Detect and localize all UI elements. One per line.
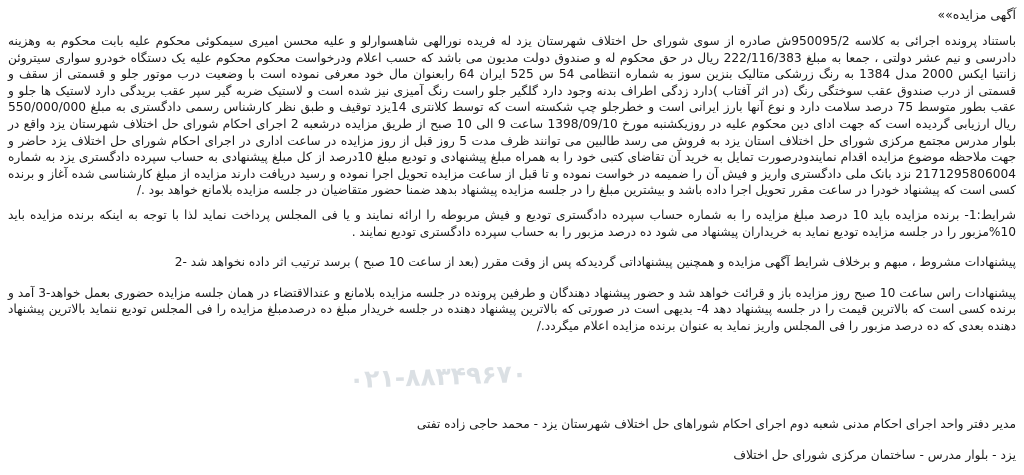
- conditions-paragraph-2: پیشنهادات مشروط ، مبهم و برخلاف شرایط آگهی مزایده و همچنین پیشنهاداتی گردیدکه پس از وقت مقرر (بعد از ساعت 10 صبح ) برسد ترتیب اثر داده نخواهد شد -2: [174, 255, 1016, 270]
- conditions-paragraph-3: پیشنهادات راس ساعت 10 صبح روز مزایده باز و قرائت خواهد شد و حضور پیشنهاد دهندگان و طرفین پرونده در جلسه مزایده بلامانع و عندالاقتضاء در همان جلسه مزایده حضوری بعمل خواهد-3 آمد و برنده کسی است که بالاترین قیمت را در جلسه پیشنهاد دهد 4- بدیهی است در صورتی که بالاترین پیشنهاد دهنده در جلسه خریدار مبلغ ده درصدمبلغ مزایده را فی المجلس تودیع ننماید بالاترین پیشنهاد دهنده بعدی که ده درصد مزبور را فی المجلس واریز نماید به عنوان برنده مزایده اعلام میگردد./: [8, 285, 1016, 333]
- address-line: یزد - بلوار مدرس - ساختمان مرکزی شورای حل اختلاف: [733, 447, 1016, 462]
- notice-title: آگهی مزایده»»: [937, 7, 1016, 22]
- signature-line: مدیر دفتر واحد اجرای احکام مدنی شعبه دوم اجرای احکام شوراهای حل اختلاف شهرستان یزد - محمد حاجی زاده تفتی: [416, 417, 1016, 431]
- phone-watermark: ۰۲۱-۸۸۳۴۹۶۷۰: [348, 358, 528, 395]
- notice-main-paragraph: باستناد پرونده اجرائی به کلاسه 950095/2ش صادره از سوی شورای حل اختلاف شهرستان یزد له فریده نورالهی شاهسوارلو و علیه محسن امیری سیمکوئی محکوم علیه بابت محکوم به وهزینه دادرسی و نیم عشر دولتی ، جمعا به مبلغ 222/116/383 ریال در حق محکوم له و صندوق دولت مدیون می باشد که حسب اعلام ودرخواست محکوم محکوم علیه یک دستگاه خودرو سواری سیتروئن زانتیا ایکس 2000 مدل 1384 به رنگ زرشکی متالیک بنزین سوز به شماره انتظامی 54 س 525 ایران 64 رابعنوان مال خود معرفی نموده است با وضعیت درب موتور جلو و قسمتی از سقف و قسمتی از درب صندوق عقب سوختگی رنگ (در اثر آفتاب )دارد زدگی اطراف بدنه وجود دارد گلگیر جلو راست رنگ آمیزی نیز شده است و لاستیک ضربه گیر سپر عقب بریدگی دارد لاستیک ها جلو و عقب بطور متوسط 75 درصد سلامت دارد و نوع آنها بارز ایرانی است و خطرجلو چپ شکسته است که توسط کلانتری 14یزد توقیف و طبق نظر کارشناس رسمی دادگستری به مبلغ 550/000/000 ریال ارزیابی گردیده است که جهت ادای دین محکوم علیه در روزیکشنبه مورخ 1398/09/10 ساعت 9 الی 10 صبح از طریق مزایده درشعبه 2 اجرای احکام شورای حل اختلاف شهرستان یزد واقع در بلوار مدرس مجتمع مرکزی شورای حل اختلاف استان یزد به فروش می رسد طالبین می توانند ظرف مدت 5 روز قبل از روز مزایده در ساعت اداری در اجرای احکام شورای حل اختلاف یزد حاضر و جهت ملاحظه موضوع مزایده اقدام نمایندودرصورت تمایل به خرید آن تقاضای کتبی خود را به همراه مبلغ پیشنهادی و تودیع مبلغ 10درصد از کل مبلغ پیشنهادی به حساب سپرده دادگستری یزد به شماره 2171295806004 نزد بانک ملی دادگستری واریز و فیش آن را ضمیمه در خواست نموده و تا قبل از ساعت مزایده تحویل اجرا نموده و رسید دریافت دارند مزایده از مبلغ کارشناسی شده آغاز و برنده کسی است که پیشنهاد خودرا در ساعت مقرر تحویل اجرا داده باشد و بیشترین مبلغ را در جلسه مزایده پیشنهاد بدهد ضمنا حضور متقاضیان در جلسه مزایده بلامانع خواهد بود ./: [8, 34, 1017, 198]
- notice-footer: [8, 416, 1016, 463]
- conditions-paragraph-1: شرایط:1- برنده مزایده باید 10 درصد مبلغ مزایده را به شماره حساب سپرده دادگستری تودیع و فیش مربوطه را ارائه نمایند و یا فی المجلس پرداخت نماید لذا با توجه به اینکه برنده مزایده باید 10%مزبور را در جلسه مزایده تودیع نماید به خریداران پیشنهاد می شود ده درصد مزبور را به حساب سپرده دادگستری تودیع نمایند .: [8, 207, 1016, 239]
